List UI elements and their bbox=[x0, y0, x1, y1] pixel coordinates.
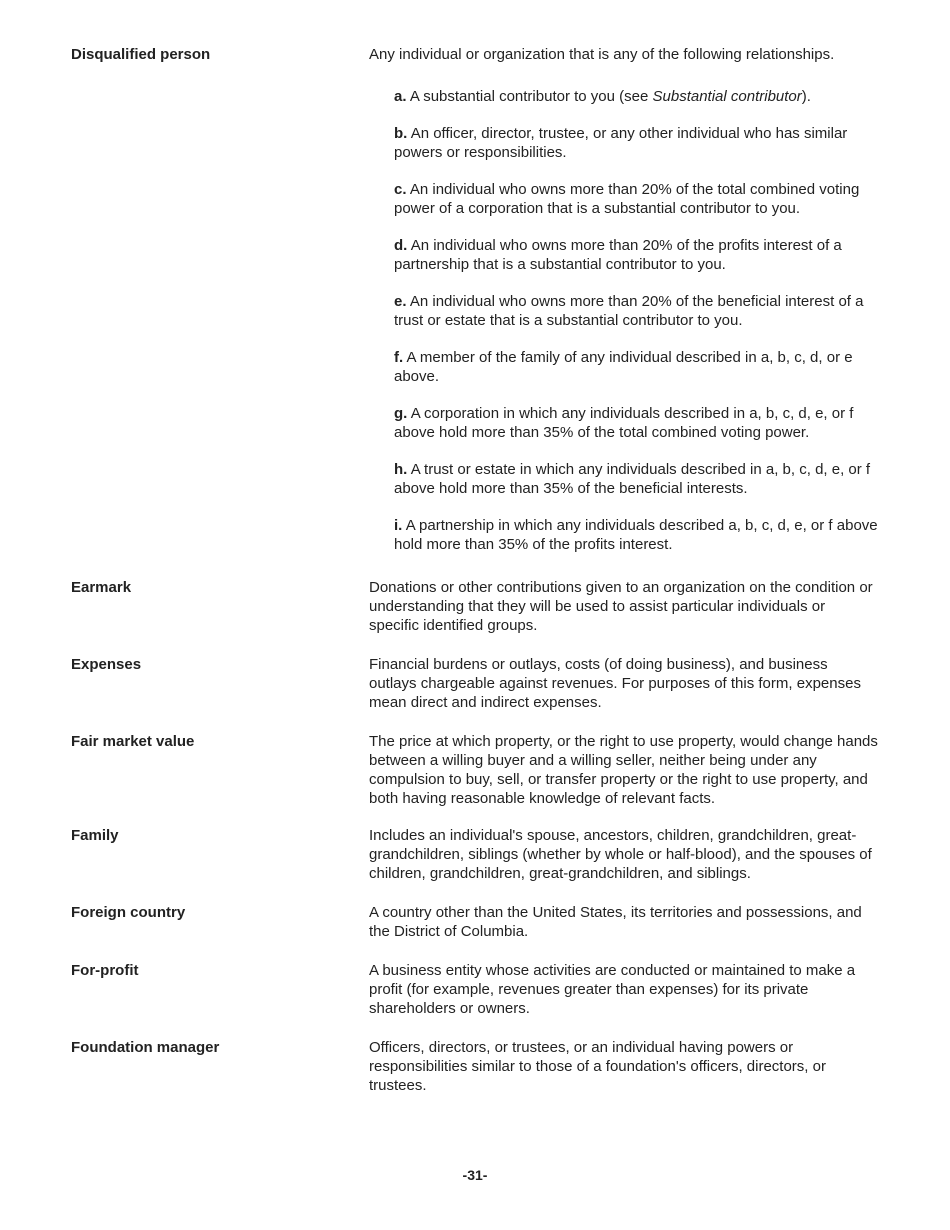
list-item-i bbox=[394, 516, 879, 554]
definition-earmark: Donations or other contributions given to an organization on the condition or understanding that they will be used to assist particular individuals or specific identified groups. bbox=[369, 579, 873, 634]
definition-family: Includes an individual's spouse, ancestors, children, grandchildren, great-grandchildren, siblings (whether by whole or half-blood), and the spouses of children, grandchildren, great-grandchildren, and siblings. bbox=[369, 827, 872, 882]
term-expenses: Expenses bbox=[71, 656, 142, 673]
definition-fair-market-value: The price at which property, or the right to use property, would change hands between a willing buyer and a willing seller, neither being under any compulsion to buy, sell, or transfer property or the right to use property, and both having reasonable knowledge of relevant facts. bbox=[369, 733, 878, 807]
term-disqualified-person: Disqualified person bbox=[71, 46, 211, 63]
list-item-h bbox=[394, 460, 879, 498]
definition-expenses: Financial burdens or outlays, costs (of doing business), and business outlays chargeable against revenues. For purposes of this form, expenses mean direct and indirect expenses. bbox=[369, 656, 861, 711]
list-letter: a. bbox=[394, 88, 407, 105]
list-letter: h. bbox=[394, 461, 408, 478]
definition-for-profit: A business entity whose activities are conducted or maintained to make a profit (for example, revenues greater than expenses) for its private shareholders or owners. bbox=[369, 962, 856, 1017]
list-text: An individual who owns more than 20% of the profits interest of a partnership that is a substantial contributor to you. bbox=[394, 237, 842, 273]
term-earmark: Earmark bbox=[71, 579, 132, 596]
list-letter: i. bbox=[394, 517, 403, 534]
page-number: -31- bbox=[462, 1167, 488, 1183]
list-text: An individual who owns more than 20% of the beneficial interest of a trust or estate that is a substantial contributor to you. bbox=[394, 293, 864, 329]
list-text: An individual who owns more than 20% of the total combined voting power of a corporation that is a substantial contributor to you. bbox=[394, 181, 860, 217]
list-text: A partnership in which any individuals described a, b, c, d, e, or f above hold more than 35% of the profits interest. bbox=[394, 517, 878, 553]
list-item-b bbox=[394, 124, 879, 162]
definition-disqualified-person: Any individual or organization that is any of the following relationships. bbox=[369, 46, 835, 63]
list-letter: g. bbox=[394, 405, 408, 422]
list-letter: f. bbox=[394, 349, 404, 366]
term-for-profit: For-profit bbox=[71, 962, 139, 979]
list-letter: d. bbox=[394, 237, 408, 254]
list-text: A substantial contributor to you (see bbox=[409, 88, 653, 105]
list-item-d bbox=[394, 236, 879, 274]
list-letter: c. bbox=[394, 181, 407, 198]
term-foreign-country: Foreign country bbox=[71, 904, 186, 921]
list-letter: e. bbox=[394, 293, 407, 310]
list-italic-ref: Substantial contributor bbox=[652, 88, 802, 105]
list-text: A trust or estate in which any individuals described in a, b, c, d, e, or f above hold more than 35% of the beneficial interests. bbox=[394, 461, 871, 497]
definition-foreign-country: A country other than the United States, its territories and possessions, and the District of Columbia. bbox=[369, 904, 862, 940]
term-foundation-manager: Foundation manager bbox=[71, 1039, 220, 1056]
list-letter: b. bbox=[394, 125, 408, 142]
list-text: An officer, director, trustee, or any other individual who has similar powers or responsibilities. bbox=[394, 125, 848, 161]
list-item-g bbox=[394, 404, 879, 442]
list-item-e bbox=[394, 292, 879, 330]
list-item-f bbox=[394, 348, 879, 386]
list-item-c bbox=[394, 180, 879, 218]
list-text: A member of the family of any individual described in a, b, c, d, or e above. bbox=[394, 349, 853, 385]
list-text-end: ). bbox=[801, 88, 811, 105]
term-fair-market-value: Fair market value bbox=[71, 733, 195, 750]
definition-foundation-manager: Officers, directors, or trustees, or an individual having powers or responsibilities similar to those of a foundation's officers, directors, or trustees. bbox=[369, 1039, 826, 1094]
list-text: A corporation in which any individuals described in a, b, c, d, e, or f above hold more than 35% of the total combined voting power. bbox=[394, 405, 854, 441]
list-item-a bbox=[394, 87, 879, 106]
term-family: Family bbox=[71, 827, 119, 844]
